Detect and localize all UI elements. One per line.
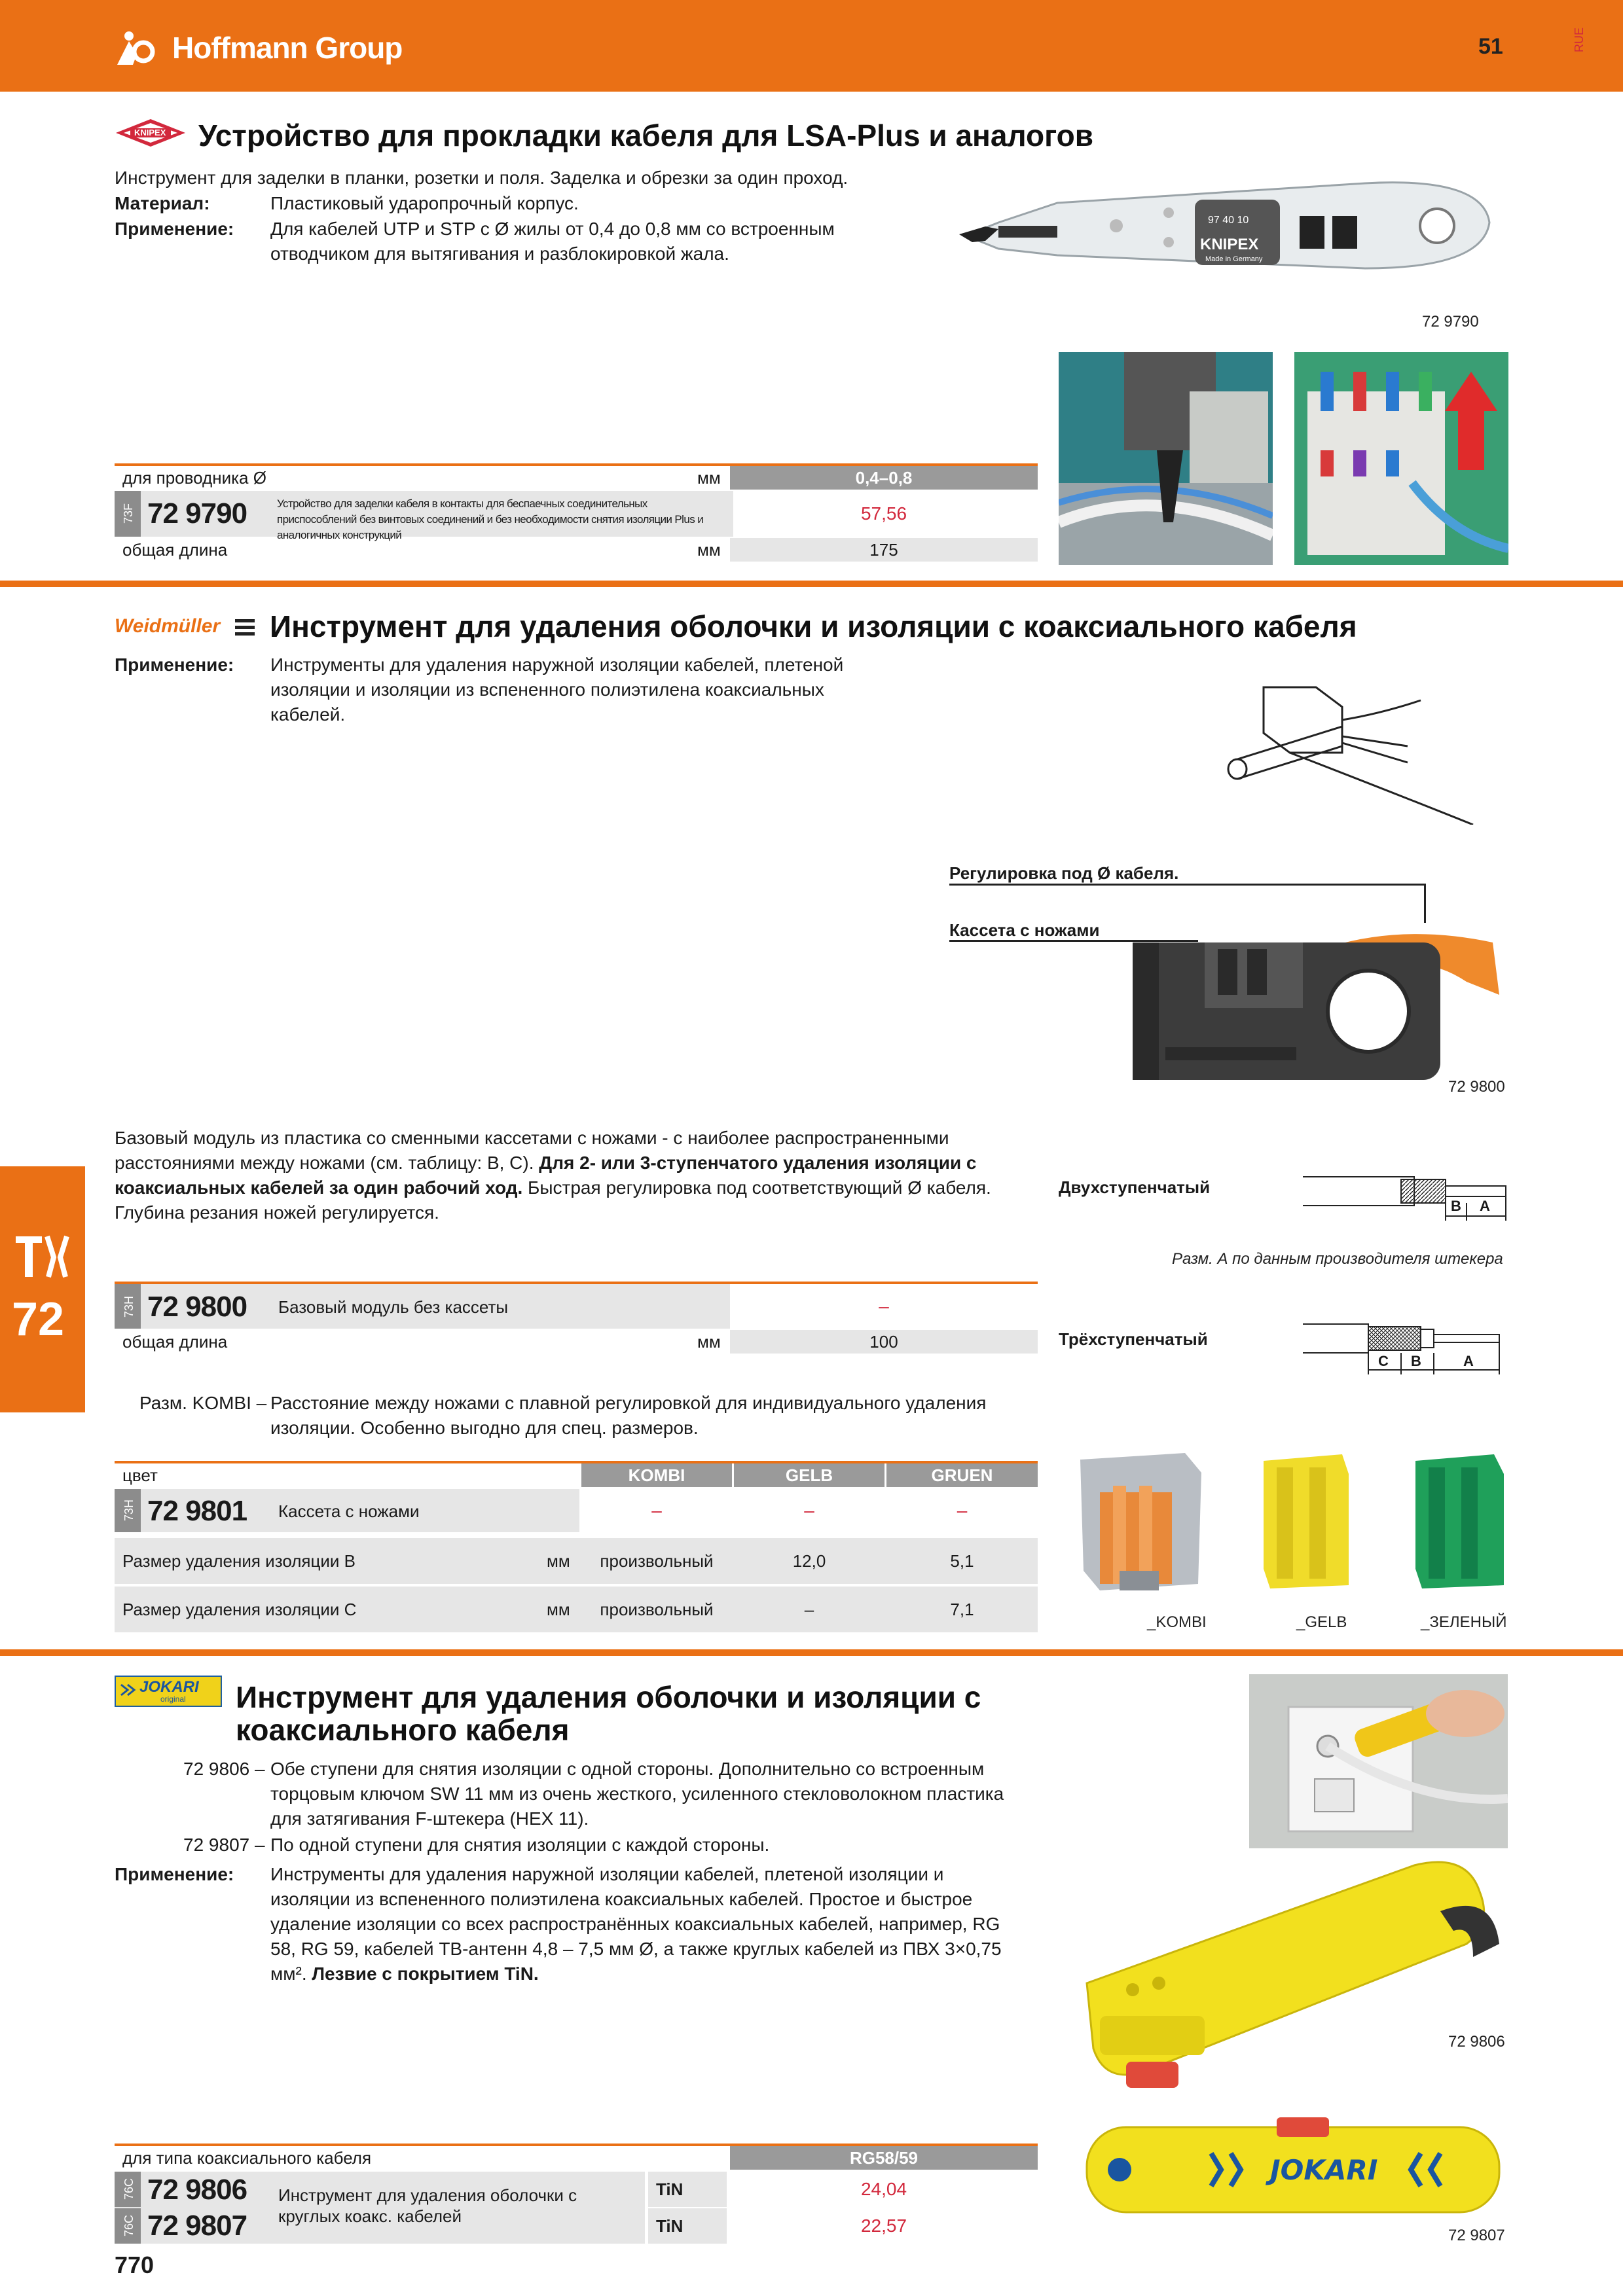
- conductor-unit: мм: [697, 468, 721, 488]
- brand-name: Hoffmann Group: [172, 31, 403, 65]
- coax-stripping-sketch: [1211, 674, 1486, 825]
- section3-application-text: Инструменты для удаления наружной изоляции кабелей, плетеной изоляции и изоляции из вспененного полиэтилена коаксиальных кабелей. Простое и быстрое удаление изоляции со всех распространённых коаксиальных кабелей, например, RG 58, RG 59, кабелей ТВ-антенн 4,8 – 7,5 мм Ø, а также круглых кабелей из ПВХ 3×0,75 мм².: [270, 1864, 1002, 1984]
- page-number-top: 51: [1478, 34, 1503, 59]
- article-row-729801: [115, 1489, 579, 1532]
- conductor-row: [115, 466, 1038, 490]
- photo-caption-729807: 72 9807: [1448, 2227, 1505, 2244]
- photo-caption-729806: 72 9806: [1448, 2033, 1505, 2051]
- length-value: 100: [730, 1330, 1038, 1354]
- dim-a-three: A: [1463, 1353, 1474, 1369]
- section-separator-1: [0, 581, 1623, 587]
- wall-socket-photo: [1249, 1674, 1508, 1848]
- chapter-number: 72: [12, 1293, 65, 1346]
- group-code-2: 76C: [122, 2214, 136, 2237]
- strip-b-gruen: 5,1: [950, 1551, 974, 1571]
- strip-b-kombi: произвольный: [600, 1551, 714, 1571]
- length-unit: мм: [697, 540, 721, 560]
- strip-size-b-row: [115, 1538, 1038, 1584]
- photo-caption-729800: 72 9800: [1448, 1078, 1505, 1096]
- price-gruen[interactable]: –: [957, 1500, 968, 1520]
- cassette-gruen-image: [1409, 1448, 1507, 1595]
- cassette-caption-kombi: _KOMBI: [1147, 1613, 1207, 1631]
- price-729807[interactable]: 22,57: [860, 2215, 907, 2236]
- articles-729806-729807: [115, 2172, 645, 2244]
- hoffmann-logo-icon: [115, 28, 167, 67]
- article-number-729806: 72 9806: [147, 2174, 247, 2206]
- article-row-729800: [115, 1284, 730, 1329]
- cassette-caption-gruen: _ЗЕЛЕНЫЙ: [1421, 1613, 1507, 1631]
- hoffmann-logo: [115, 25, 402, 71]
- knipex-tool-image: [959, 164, 1496, 295]
- application-value: Для кабелей UTP и STP с Ø жилы от 0,4 до 0,8 мм со встроенным отводчиком для вытягивания и разблокировкой жала.: [270, 219, 835, 264]
- length-value: 175: [730, 538, 1038, 562]
- cassette-gelb-image: [1257, 1448, 1355, 1595]
- article-description: Инструмент для удаления оболочки с круглых коакс. кабелей: [278, 2185, 577, 2226]
- strip-size-c-row: [115, 1587, 1038, 1632]
- diagram-three-step-label: Трёхступенчатый: [1059, 1329, 1208, 1349]
- length-unit: мм: [697, 1332, 721, 1352]
- photo-caption-729790: 72 9790: [1422, 313, 1479, 331]
- section3-application-bold: Лезвие с покрытием TiN.: [312, 1964, 539, 1984]
- coax-type-value: RG58/59: [730, 2146, 1038, 2170]
- strip-c-gruen: 7,1: [950, 1600, 974, 1619]
- article-number: 72 9800: [147, 1291, 247, 1323]
- coax-type-row: [115, 2146, 1038, 2170]
- jokari-729807-image: [1080, 2114, 1506, 2219]
- article-description: Базовый модуль без кассеты: [278, 1297, 509, 1317]
- item1-text: Обе ступени для снятия изоляции с одной стороны. Дополнительно со встроенным торцовым ключом SW 11 мм из очень жесткого, усиленного стекловолокном пластика для затягивания F-штекера (HEX 11).: [270, 1759, 1004, 1829]
- material-value: Пластиковый ударопрочный корпус.: [270, 193, 579, 213]
- col-kombi: KOMBI: [581, 1463, 732, 1487]
- dim-a-two: A: [1480, 1198, 1490, 1214]
- color-label: цвет: [122, 1465, 158, 1485]
- callout-cassette: Кассета с ножами: [949, 920, 1100, 940]
- length-label: общая длина: [122, 1332, 228, 1352]
- svg-text:JOKARI: JOKARI: [1270, 2154, 1378, 2186]
- group-code: 73H: [122, 1295, 136, 1318]
- cable-termination-photo-1: [1059, 352, 1273, 565]
- strip-b-unit: мм: [547, 1551, 570, 1571]
- callout-diameter: Регулировка под Ø кабеля.: [949, 863, 1179, 883]
- group-code-1: 76C: [122, 2178, 136, 2200]
- jokari-badge-sub: original: [160, 1695, 186, 1704]
- section1-intro: Инструмент для заделки в планки, розетки и поля. Заделка и обрезки за один проход.: [115, 168, 848, 188]
- diagram-two-step-label: Двухступенчатый: [1059, 1177, 1211, 1197]
- tool-brand-text: KNIPEX: [1200, 236, 1259, 253]
- section2-application-value: Инструменты для удаления наружной изоляции кабелей, плетеной изоляции и изоляции из вспененного полиэтилена коаксиальных кабелей.: [270, 655, 844, 725]
- page-number-bottom: 770: [115, 2251, 155, 2278]
- length-row-2: [115, 1330, 1038, 1354]
- price-729806[interactable]: 24,04: [860, 2179, 907, 2199]
- tool-made-text: Made in Germany: [1205, 255, 1263, 263]
- section2-description: [115, 1126, 1044, 1225]
- section2-desc-part2: Быстрая регулировка под соответствующий Ø кабеля. Глубина резания ножей регулируется.: [115, 1177, 991, 1223]
- article-description: Кассета с ножами: [278, 1501, 420, 1521]
- section3-title-line2: коаксиального кабеля: [236, 1713, 570, 1747]
- length-label: общая длина: [122, 540, 228, 560]
- conductor-value: 0,4–0,8: [730, 466, 1038, 490]
- coating-729807: TiN: [648, 2208, 727, 2244]
- knipex-badge-text: KNIPEX: [134, 128, 166, 137]
- group-code: 73F: [122, 503, 136, 524]
- kombi-label: Разм. KOMBI –: [139, 1393, 267, 1413]
- cassette-kombi-image: [1074, 1446, 1205, 1594]
- group-code: 73H: [122, 1499, 136, 1522]
- section2-title: Инструмент для удаления оболочки и изоляции с коаксиального кабеля: [270, 609, 1357, 643]
- strip-c-gelb: –: [804, 1600, 814, 1619]
- strip-c-kombi: произвольный: [600, 1600, 714, 1619]
- cable-termination-photo-2: [1294, 352, 1508, 565]
- section3-title-line1: Инструмент для удаления оболочки и изоляции с: [236, 1680, 981, 1714]
- diagram-note: Разм. А по данным производителя штекера: [1172, 1250, 1503, 1268]
- cassette-caption-gelb: _GELB: [1296, 1613, 1347, 1631]
- coax-stripper-tool-image: [1126, 910, 1506, 1093]
- section3-application-label: Применение:: [115, 1864, 234, 1884]
- col-gruen: GRUEN: [886, 1463, 1038, 1487]
- jokari-badge-text: JOKARI: [139, 1678, 199, 1696]
- dim-b-two: B: [1451, 1198, 1461, 1214]
- section3-application-value: [270, 1862, 1023, 1986]
- col-gelb: GELB: [734, 1463, 884, 1487]
- strip-c-label: Размер удаления изоляции С: [122, 1600, 357, 1619]
- article-row-729790: [115, 491, 733, 541]
- tools-icon: [14, 1234, 70, 1280]
- weidmuller-badge: [115, 615, 259, 639]
- dim-b-three: B: [1411, 1353, 1421, 1369]
- diagram-three-step: [1303, 1319, 1512, 1391]
- section2-application-label: Применение:: [115, 655, 234, 675]
- dim-c-three: C: [1378, 1353, 1389, 1369]
- strip-c-unit: мм: [547, 1600, 570, 1619]
- coax-type-label: для типа коаксиального кабеля: [122, 2148, 372, 2168]
- length-row: [115, 538, 1038, 562]
- conductor-label: для проводника Ø: [122, 468, 266, 488]
- section2-desc-part1: Базовый модуль из пластика со сменными кассетами с ножами - с наиболее распространенными расстояниями между ножами (см. таблицу: B, C).: [115, 1128, 949, 1173]
- tool-model-text: 97 40 10: [1208, 215, 1249, 226]
- chapter-side-tab[interactable]: [0, 1166, 85, 1412]
- diagram-two-step: [1303, 1172, 1512, 1237]
- article-number: 72 9790: [147, 497, 247, 529]
- section1-title: Устройство для прокладки кабеля для LSA-Plus и аналогов: [198, 118, 1094, 152]
- application-label: Применение:: [115, 219, 234, 239]
- section-separator-2: [0, 1649, 1623, 1656]
- item2-text: По одной ступени для снятия изоляции с каждой стороны.: [270, 1835, 770, 1855]
- material-label: Материал:: [115, 193, 210, 213]
- callout-line-1: [949, 884, 1426, 886]
- weidmuller-badge-text: Weidmüller: [115, 615, 221, 637]
- jokari-badge: [115, 1676, 222, 1707]
- price-gelb[interactable]: –: [804, 1500, 814, 1520]
- strip-b-gelb: 12,0: [792, 1551, 826, 1571]
- jokari-729806-image: [1074, 1852, 1506, 2094]
- article-description: Устройство для заделки кабеля в контакты для беспаечных соединительных приспособлений без винтовых соединений и без необходимости снятия изоляции Plus и аналогичных конструкций: [277, 497, 704, 541]
- price-729800[interactable]: –: [879, 1296, 889, 1316]
- color-header-row: [115, 1463, 1038, 1487]
- knipex-badge: [115, 118, 187, 148]
- article-number-729807: 72 9807: [147, 2210, 247, 2242]
- kombi-text: Расстояние между ножами с плавной регулировкой для индивидуального удаления изоляции. Особенно выгодно для спец. размеров.: [270, 1393, 987, 1438]
- item1-number: 72 9806 –: [183, 1759, 265, 1779]
- language-code: RUE: [1573, 27, 1586, 52]
- price-729790[interactable]: 57,56: [860, 503, 907, 524]
- strip-b-label: Размер удаления изоляции В: [122, 1551, 356, 1571]
- article-number: 72 9801: [147, 1495, 247, 1527]
- price-kombi[interactable]: –: [651, 1500, 662, 1520]
- section2-desc-bold: Для 2- или 3-ступенчатого удаления изоляции с коаксиальных кабелей за один рабочий ход.: [115, 1153, 977, 1198]
- coating-729806: TiN: [648, 2172, 727, 2207]
- item2-number: 72 9807 –: [183, 1835, 265, 1855]
